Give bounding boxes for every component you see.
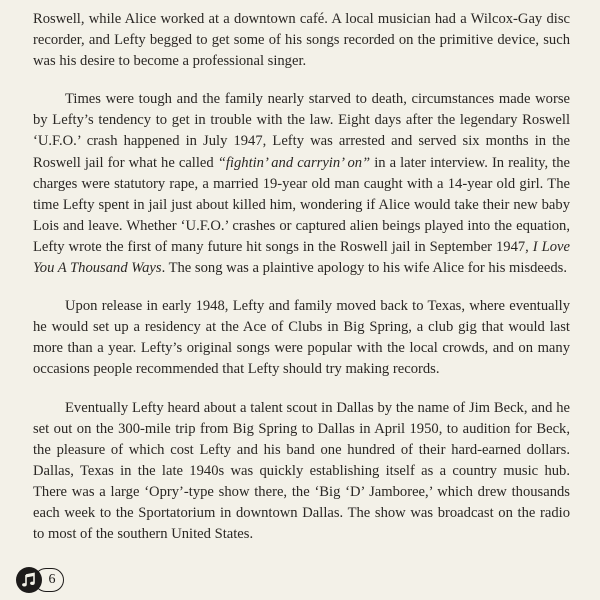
music-note-icon <box>16 567 42 593</box>
paragraph <box>33 9 570 72</box>
text-run: in a later interview. In reality, the charges were statutory rape, a married 19-year old man caught with a 14-year old girl. The time Lefty spent in jail just about killed him, wondering if Alice would take their new baby Lois and leave. Whether ‘U.F.O.’ crashes or captured alien beings played into the equation, Lefty wrote the first of many future hit songs in the Roswell jail in September 1947, <box>33 154 570 255</box>
text-run: Roswell, while Alice worked at a downtown café. A local musician had a Wilcox-Gay disc recorder, and Lefty begged to get some of his songs recorded on the primitive device, such was his desire to become a professional singer. <box>33 11 570 70</box>
paragraph <box>33 398 570 546</box>
italic-text-run: “fightin’ and carryin’ on” <box>217 154 371 171</box>
text-run: . The song was a plaintive apology to his wife Alice for his misdeeds. <box>161 260 568 277</box>
text-run: Eventually Lefty heard about a talent scout in Dallas by the name of Jim Beck, and he set out on the 300-mile trip from Big Spring to Dallas in April 1950, to audition for Beck, the pleasure of which cost Lefty and his band one hundred of their hard-earned dollars. Dallas, Texas in the late 1940s was quickly establishing itself as a country music hub. There was a large ‘Opry’-type show there, the ‘Big ‘D’ Jamboree,’ which drew thousands each week to the Sportatorium in downtown Dallas. The show was broadcast on the radio to most of the southern United States. <box>33 399 570 543</box>
paragraph <box>33 296 570 380</box>
italic-text-run: I Love You A Thousand Ways <box>33 238 570 277</box>
body-text <box>33 9 570 545</box>
page-number: 6 <box>34 568 64 592</box>
paragraph <box>33 89 570 279</box>
text-run: Times were tough and the family nearly starved to death, circumstances made worse by Lefty’s tendency to get in trouble with the law. Eight days after the legendary Roswell ‘U.F.O.’ crash happened in July 1947, Lefty was arrested and served six months in the Roswell jail for what he called <box>33 91 570 171</box>
page-footer <box>16 566 64 594</box>
text-run: Upon release in early 1948, Lefty and family moved back to Texas, where eventually he would set up a residency at the Ace of Clubs in Big Spring, a club gig that would last more than a year. Lefty’s original songs were popular with the local crowds, and on many occasions people recommended that Lefty should try making records. <box>33 298 570 378</box>
